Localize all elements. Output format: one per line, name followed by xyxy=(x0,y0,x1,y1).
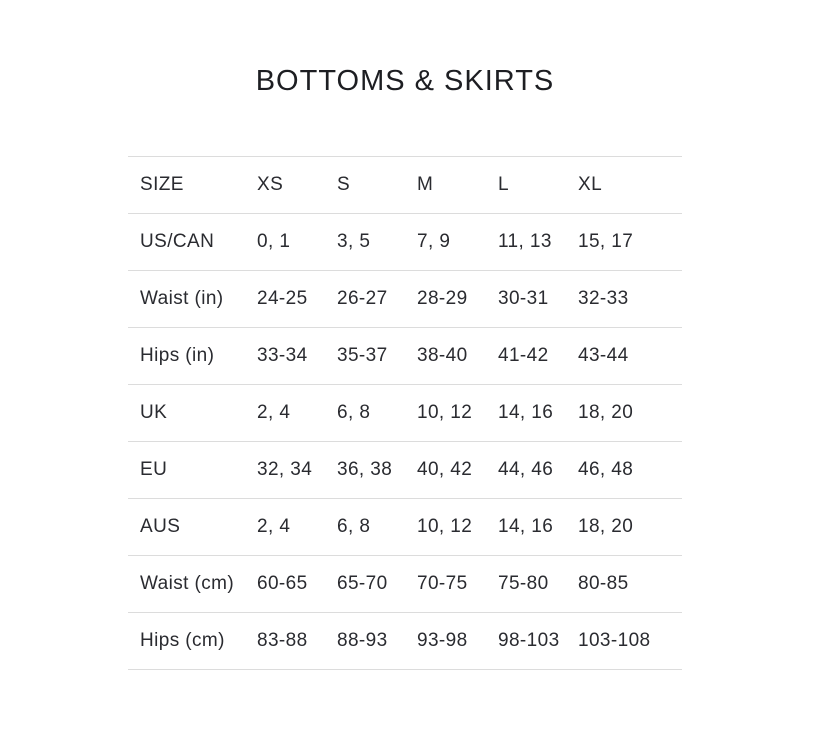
row-label: US/CAN xyxy=(140,231,215,252)
size-value: 46, 48 xyxy=(578,459,634,480)
size-value: 28-29 xyxy=(417,288,468,309)
size-value: 98-103 xyxy=(498,630,560,651)
column-header-l: L xyxy=(498,174,509,195)
size-value: 18, 20 xyxy=(578,516,634,537)
size-value: 0, 1 xyxy=(257,231,291,252)
size-value: 70-75 xyxy=(417,573,468,594)
size-value: 15, 17 xyxy=(578,231,634,252)
size-value: 43-44 xyxy=(578,345,629,366)
page-title: BOTTOMS & SKIRTS xyxy=(255,65,555,97)
size-value: 10, 12 xyxy=(417,516,473,537)
size-value: 88-93 xyxy=(337,630,388,651)
column-header-size: SIZE xyxy=(140,174,184,195)
size-value: 14, 16 xyxy=(498,516,554,537)
size-value: 40, 42 xyxy=(417,459,473,480)
row-label: Hips (in) xyxy=(140,345,215,366)
column-header-m: M xyxy=(417,174,434,195)
size-value: 80-85 xyxy=(578,573,629,594)
size-value: 32, 34 xyxy=(257,459,313,480)
table-row-waist-in xyxy=(128,271,682,328)
size-value: 11, 13 xyxy=(498,231,552,252)
column-header-s: S xyxy=(337,174,351,195)
size-value: 83-88 xyxy=(257,630,308,651)
table-row-hips-cm xyxy=(128,613,682,670)
size-value: 3, 5 xyxy=(337,231,371,252)
size-value: 93-98 xyxy=(417,630,468,651)
table-row-us-can xyxy=(128,214,682,271)
table-row-uk xyxy=(128,385,682,442)
size-value: 7, 9 xyxy=(417,231,451,252)
size-value: 26-27 xyxy=(337,288,388,309)
size-value: 75-80 xyxy=(498,573,549,594)
row-label: EU xyxy=(140,459,168,480)
table-header-row xyxy=(128,157,682,214)
size-value: 18, 20 xyxy=(578,402,634,423)
size-value: 35-37 xyxy=(337,345,388,366)
size-value: 30-31 xyxy=(498,288,549,309)
size-value: 14, 16 xyxy=(498,402,554,423)
size-value: 6, 8 xyxy=(337,516,371,537)
row-label: AUS xyxy=(140,516,181,537)
size-value: 103-108 xyxy=(578,630,651,651)
size-value: 6, 8 xyxy=(337,402,371,423)
table-row-eu xyxy=(128,442,682,499)
size-value: 2, 4 xyxy=(257,402,291,423)
row-label: Hips (cm) xyxy=(140,630,225,651)
size-value: 44, 46 xyxy=(498,459,554,480)
size-value: 41-42 xyxy=(498,345,549,366)
size-value: 33-34 xyxy=(257,345,308,366)
size-value: 36, 38 xyxy=(337,459,393,480)
size-value: 24-25 xyxy=(257,288,308,309)
row-label: UK xyxy=(140,402,168,423)
size-value: 2, 4 xyxy=(257,516,291,537)
size-value: 65-70 xyxy=(337,573,388,594)
size-chart-table xyxy=(128,156,682,670)
table-row-hips-in xyxy=(128,328,682,385)
size-value: 32-33 xyxy=(578,288,629,309)
size-value: 38-40 xyxy=(417,345,468,366)
column-header-xl: XL xyxy=(578,174,603,195)
table-row-aus xyxy=(128,499,682,556)
row-label: Waist (in) xyxy=(140,288,224,309)
size-chart-section xyxy=(128,0,682,670)
table-row-waist-cm xyxy=(128,556,682,613)
row-label: Waist (cm) xyxy=(140,573,235,594)
size-value: 60-65 xyxy=(257,573,308,594)
size-value: 10, 12 xyxy=(417,402,473,423)
column-header-xs: XS xyxy=(257,174,284,195)
